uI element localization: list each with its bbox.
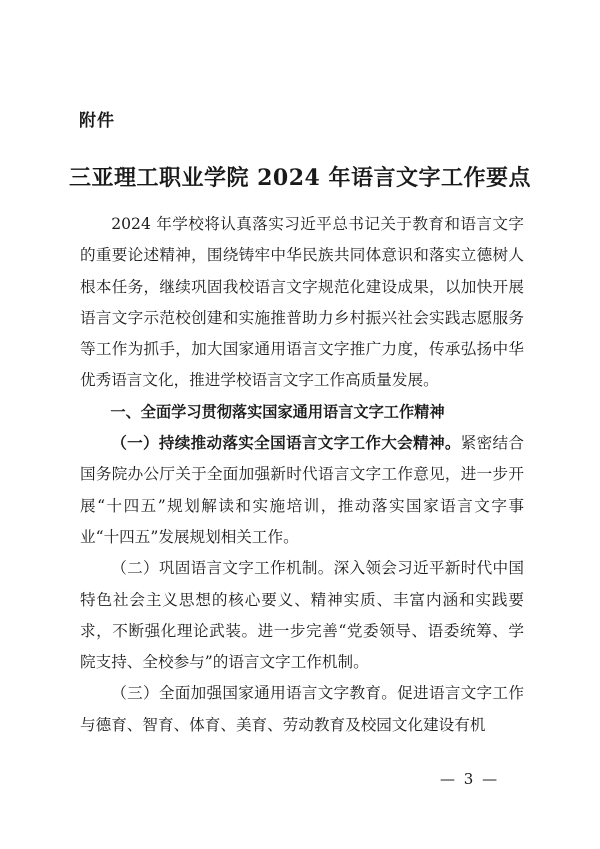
document-title: 三亚理工职业学院 2024 年语言文字工作要点 <box>68 165 532 191</box>
item-paragraph <box>80 553 524 678</box>
item-title: （一）持续推动落实全国语言文字工作大会精神。 <box>111 434 461 453</box>
attachment-label: 附件 <box>79 111 115 131</box>
item-text: 紧密结合国务院办公厅关于全面加强新时代语言文字工作意见，进一步开展“十四五”规划解读和实施培训，推动落实国家语言文字事业“十四五”发展规划相关工作。 <box>80 434 524 546</box>
item-title: （二）巩固语言文字工作机制。 <box>111 559 334 578</box>
item-paragraph <box>80 678 524 741</box>
item-title: （三）全面加强国家通用语言文字教育。 <box>111 684 398 703</box>
page-number: — 3 — <box>440 770 500 788</box>
item-text: 深入领会习近平新时代中国特色社会主义思想的核心要义、精神实质、丰富内涵和实践要求，不断强化理论武装。进一步完善“党委领导、语委统筹、学院支持、全校参与”的语言文字工作机制。 <box>80 559 524 672</box>
document-body <box>80 209 524 741</box>
intro-paragraph: 2024 年学校将认真落实习近平总书记关于教育和语言文字的重要论述精神，围绕铸牢中华民族共同体意识和落实立德树人根本任务，继续巩固我校语言文字规范化建设成果，以加快开展语言文字示范校创建和实施推普助力乡村振兴社会实践志愿服务等工作为抓手，加大国家通用语言文字推广力度，传承弘扬中华优秀语言文化，推进学校语言文字工作高质量发展。 <box>80 215 524 390</box>
section-heading: 一、全面学习贯彻落实国家通用语言文字工作精神 <box>110 402 445 421</box>
item-text: 促进语言文字工作与德育、智育、体育、美育、劳动教育及校园文化建设有机 <box>80 684 524 734</box>
item-paragraph <box>80 428 524 553</box>
